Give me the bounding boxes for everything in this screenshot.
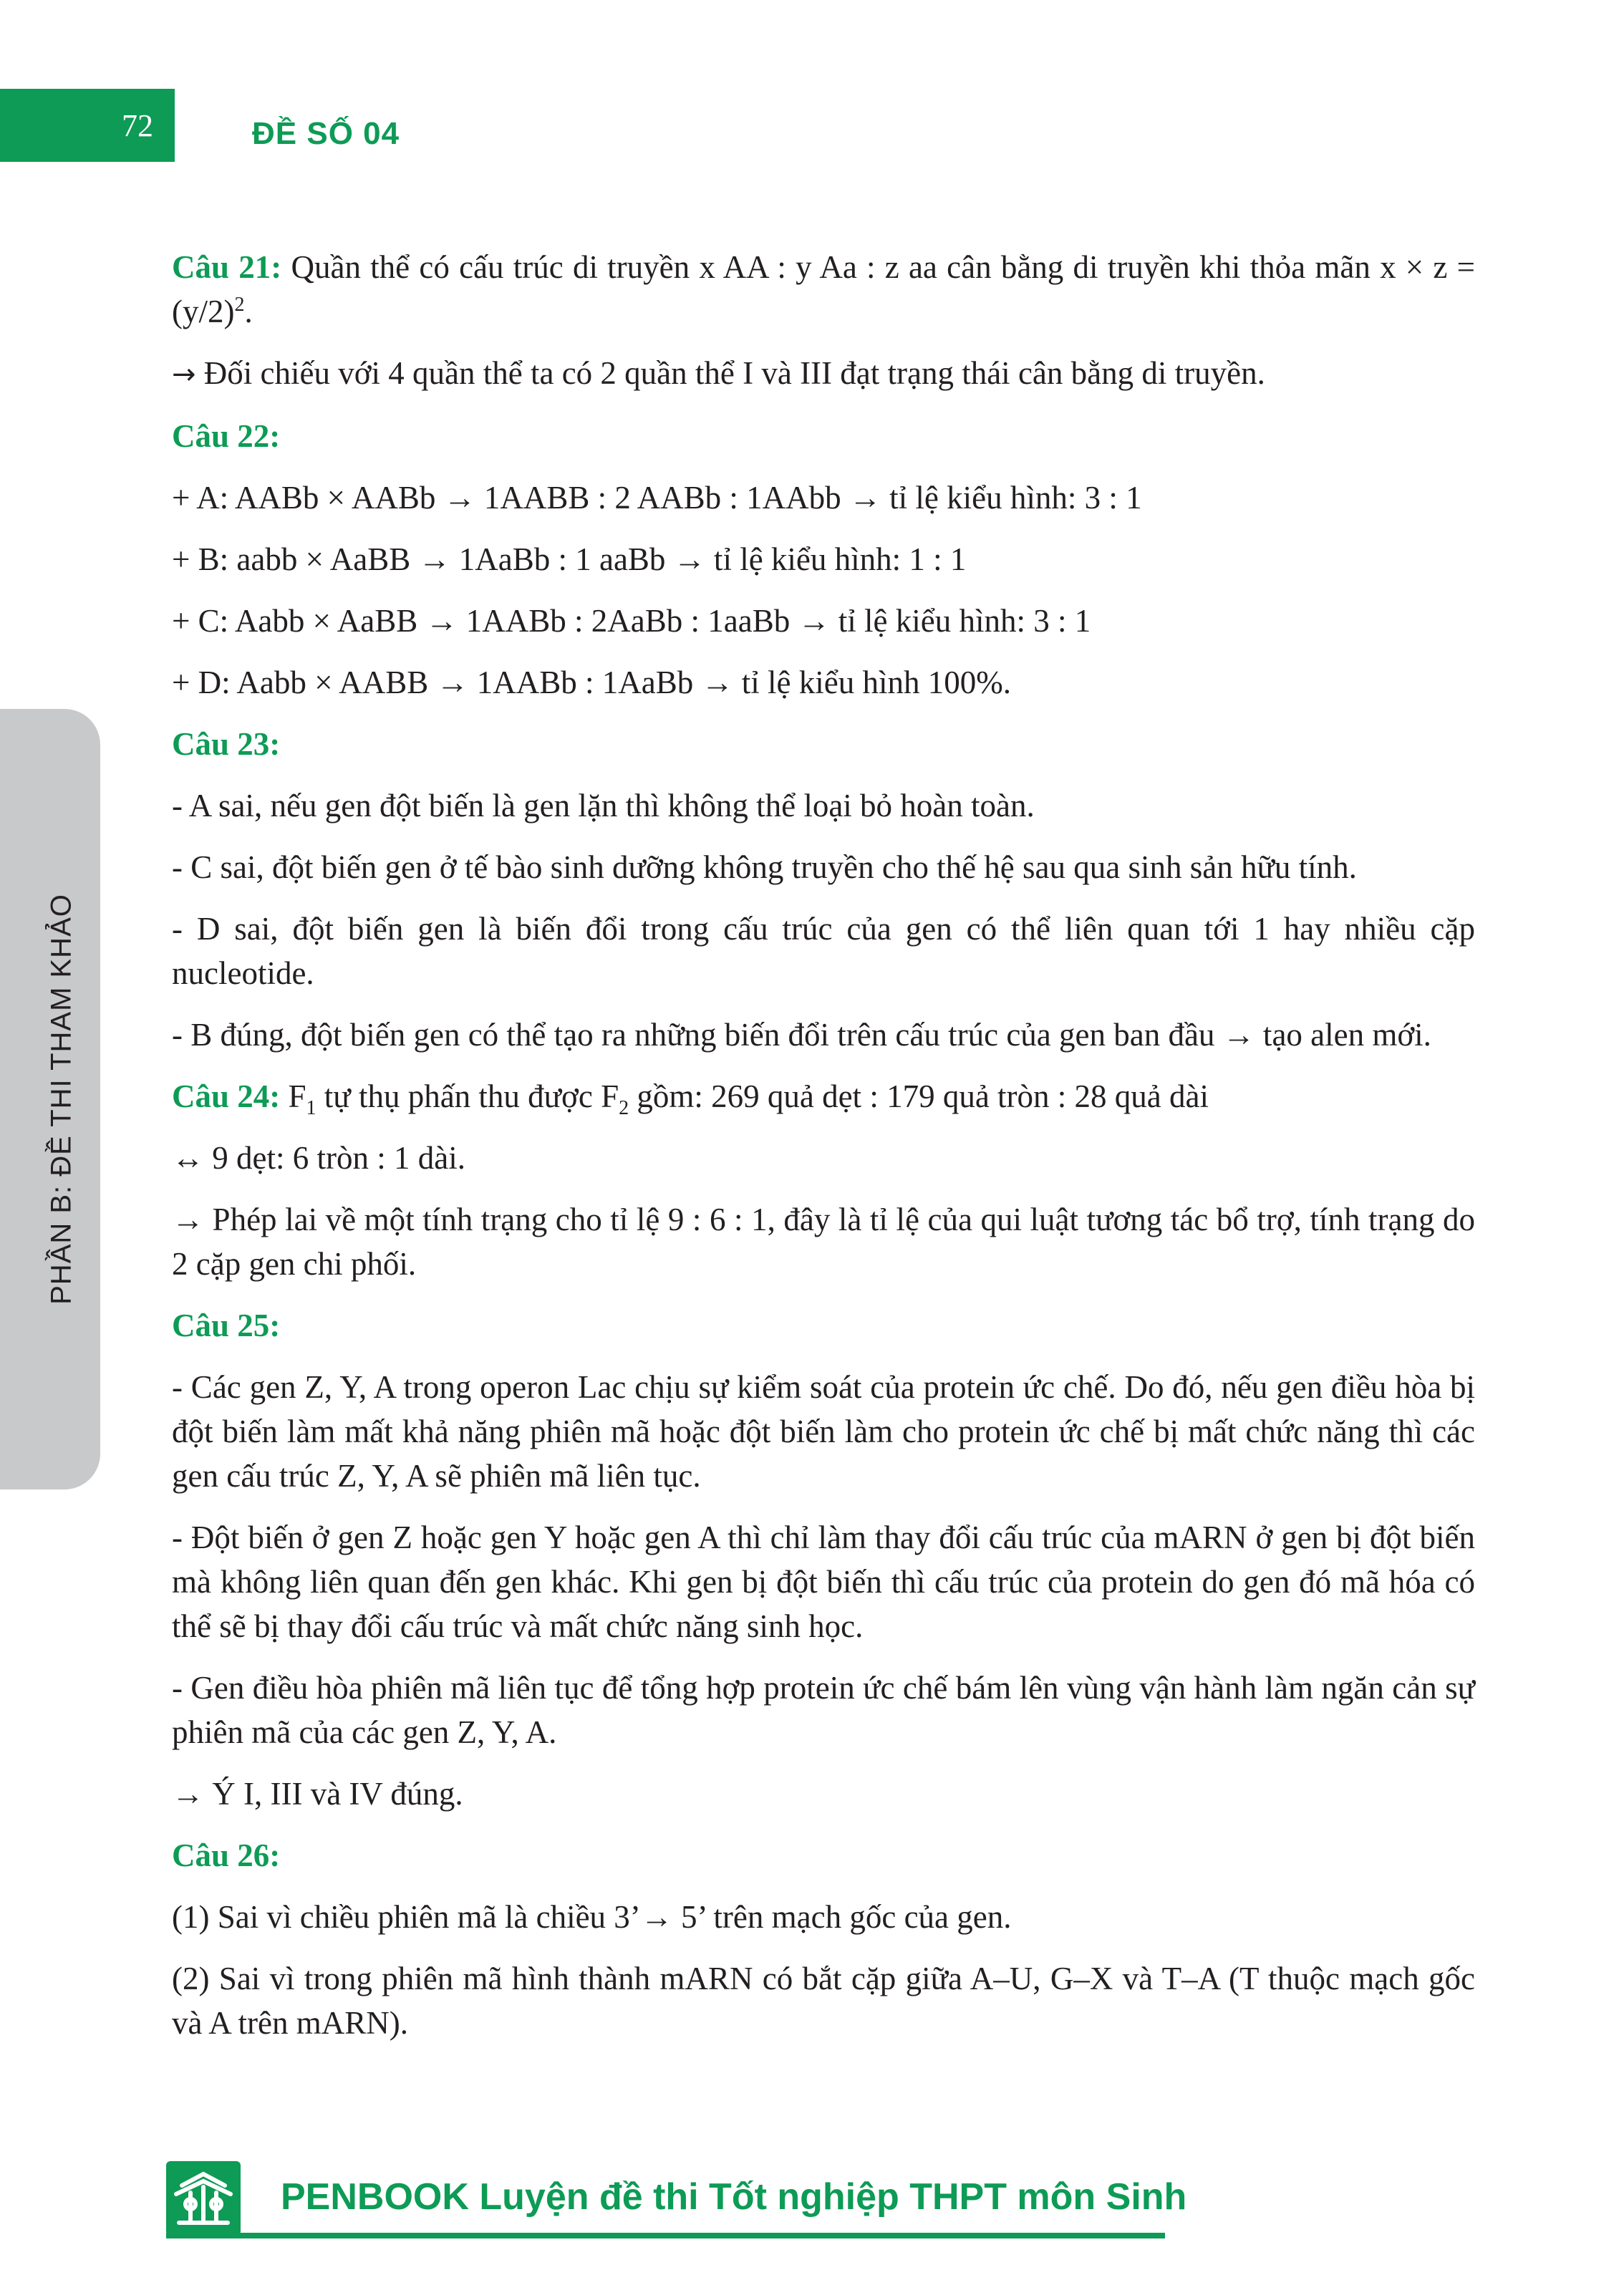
q25-conclusion: → Ý I, III và IV đúng. xyxy=(172,1776,463,1812)
answer-content xyxy=(172,245,1475,2062)
q23-option-a: - A sai, nếu gen đột biến là gen lặn thì không thể loại bỏ hoàn toàn. xyxy=(172,788,1035,823)
q24-line2: ↔ 9 dẹt: 6 tròn : 1 dài. xyxy=(172,1140,465,1176)
q24-line3: → Phép lai về một tính trạng cho tỉ lệ 9 : 6 : 1, đây là tỉ lệ của qui luật tương tác bổ trợ, tính trạng do 2 cặp gen chi phối. xyxy=(172,1202,1475,1282)
q26-label: Câu 26: xyxy=(172,1837,281,1873)
q23-option-b: - B đúng, đột biến gen có thể tạo ra những biến đổi trên cấu trúc của gen ban đầu → tạo alen mới. xyxy=(172,1017,1431,1053)
penbook-logo-icon xyxy=(166,2161,241,2236)
q26-item-1: (1) Sai vì chiều phiên mã là chiều 3’→ 5’ trên mạch gốc của gen. xyxy=(172,1899,1012,1935)
q24-label: Câu 24: xyxy=(172,1078,281,1114)
q22-option-a: + A: AABb × AABb → 1AABB : 2 AABb : 1AAbb → tỉ lệ kiểu hình: 3 : 1 xyxy=(172,480,1142,516)
q21-line1: Câu 21: Quần thể có cấu trúc di truyền x AA : y Aa : z aa cân bằng di truyền khi thỏa mãn $x \times z =(y/2)^2$. xyxy=(172,249,1475,329)
q25-paragraph-3: - Gen điều hòa phiên mã liên tục để tổng hợp protein ức chế bám lên vùng vận hành làm ngăn cản sự phiên mã của các gen Z, Y, A. xyxy=(172,1670,1475,1750)
q26-item-2: (2) Sai vì trong phiên mã hình thành mARN có bắt cặp giữa A–U, G–X và T–A (T thuộc mạch gốc và A trên mARN). xyxy=(172,1961,1475,2041)
arrow-icon: → xyxy=(172,358,196,391)
q22-option-b: + B: aabb × AaBB → 1AaBb : 1 aaBb → tỉ lệ kiểu hình: 1 : 1 xyxy=(172,541,967,577)
q22-option-c: + C: Aabb × AaBB → 1AABb : 2AaBb : 1aaBb → tỉ lệ kiểu hình: 3 : 1 xyxy=(172,603,1091,639)
q21-line2: → Đối chiếu với 4 quần thể ta có 2 quần thể I và III đạt trạng thái cân bằng di truyền. xyxy=(172,355,1265,391)
q25-label: Câu 25: xyxy=(172,1308,281,1343)
q23-option-c: - C sai, đột biến gen ở tế bào sinh dưỡng không truyền cho thế hệ sau qua sinh sản hữu tính. xyxy=(172,849,1357,885)
exam-title: ĐỀ SỐ 04 xyxy=(252,116,400,151)
q22-label: Câu 22: xyxy=(172,418,281,454)
q25-paragraph-1: - Các gen Z, Y, A trong operon Lac chịu sự kiểm soát của protein ức chế. Do đó, nếu gen điều hòa bị đột biến làm mất khả năng phiên mã hoặc đột biến làm cho protein ức chế bị mất chức năng thì các gen cấu trúc Z, Y, A sẽ phiên mã liên tục. xyxy=(172,1369,1475,1494)
q23-label: Câu 23: xyxy=(172,726,281,762)
q21-label: Câu 21: xyxy=(172,249,282,285)
footer-title: PENBOOK Luyện đề thi Tốt nghiệp THPT môn Sinh xyxy=(281,2176,1187,2218)
footer-divider xyxy=(166,2233,1165,2238)
page-number-box xyxy=(0,89,175,162)
q23-option-d: - D sai, đột biến gen là biến đổi trong cấu trúc của gen có thể liên quan tới 1 hay nhiều cặp nucleotide. xyxy=(172,911,1475,991)
q25-paragraph-2: - Đột biến ở gen Z hoặc gen Y hoặc gen A thì chỉ làm thay đổi cấu trúc của mARN ở gen bị đột biến mà không liên quan đến gen khác. Khi gen bị đột biến thì cấu trúc của protein do gen đó mã hóa có thể sẽ bị thay đổi cấu trúc và mất chức năng sinh học. xyxy=(172,1520,1475,1644)
q24-line1: Câu 24: $F_1$ tự thụ phấn thu được $F_2$ gồm: 269 quả dẹt : 179 quả tròn : 28 quả dài xyxy=(172,1078,1209,1119)
q22-option-d: + D: Aabb × AABB → 1AABb : 1AaBb → tỉ lệ kiểu hình 100%. xyxy=(172,665,1011,700)
side-tab-label: PHẦN B: ĐỀ THI THAM KHẢO xyxy=(45,894,77,1305)
page-number: 72 xyxy=(122,107,153,143)
